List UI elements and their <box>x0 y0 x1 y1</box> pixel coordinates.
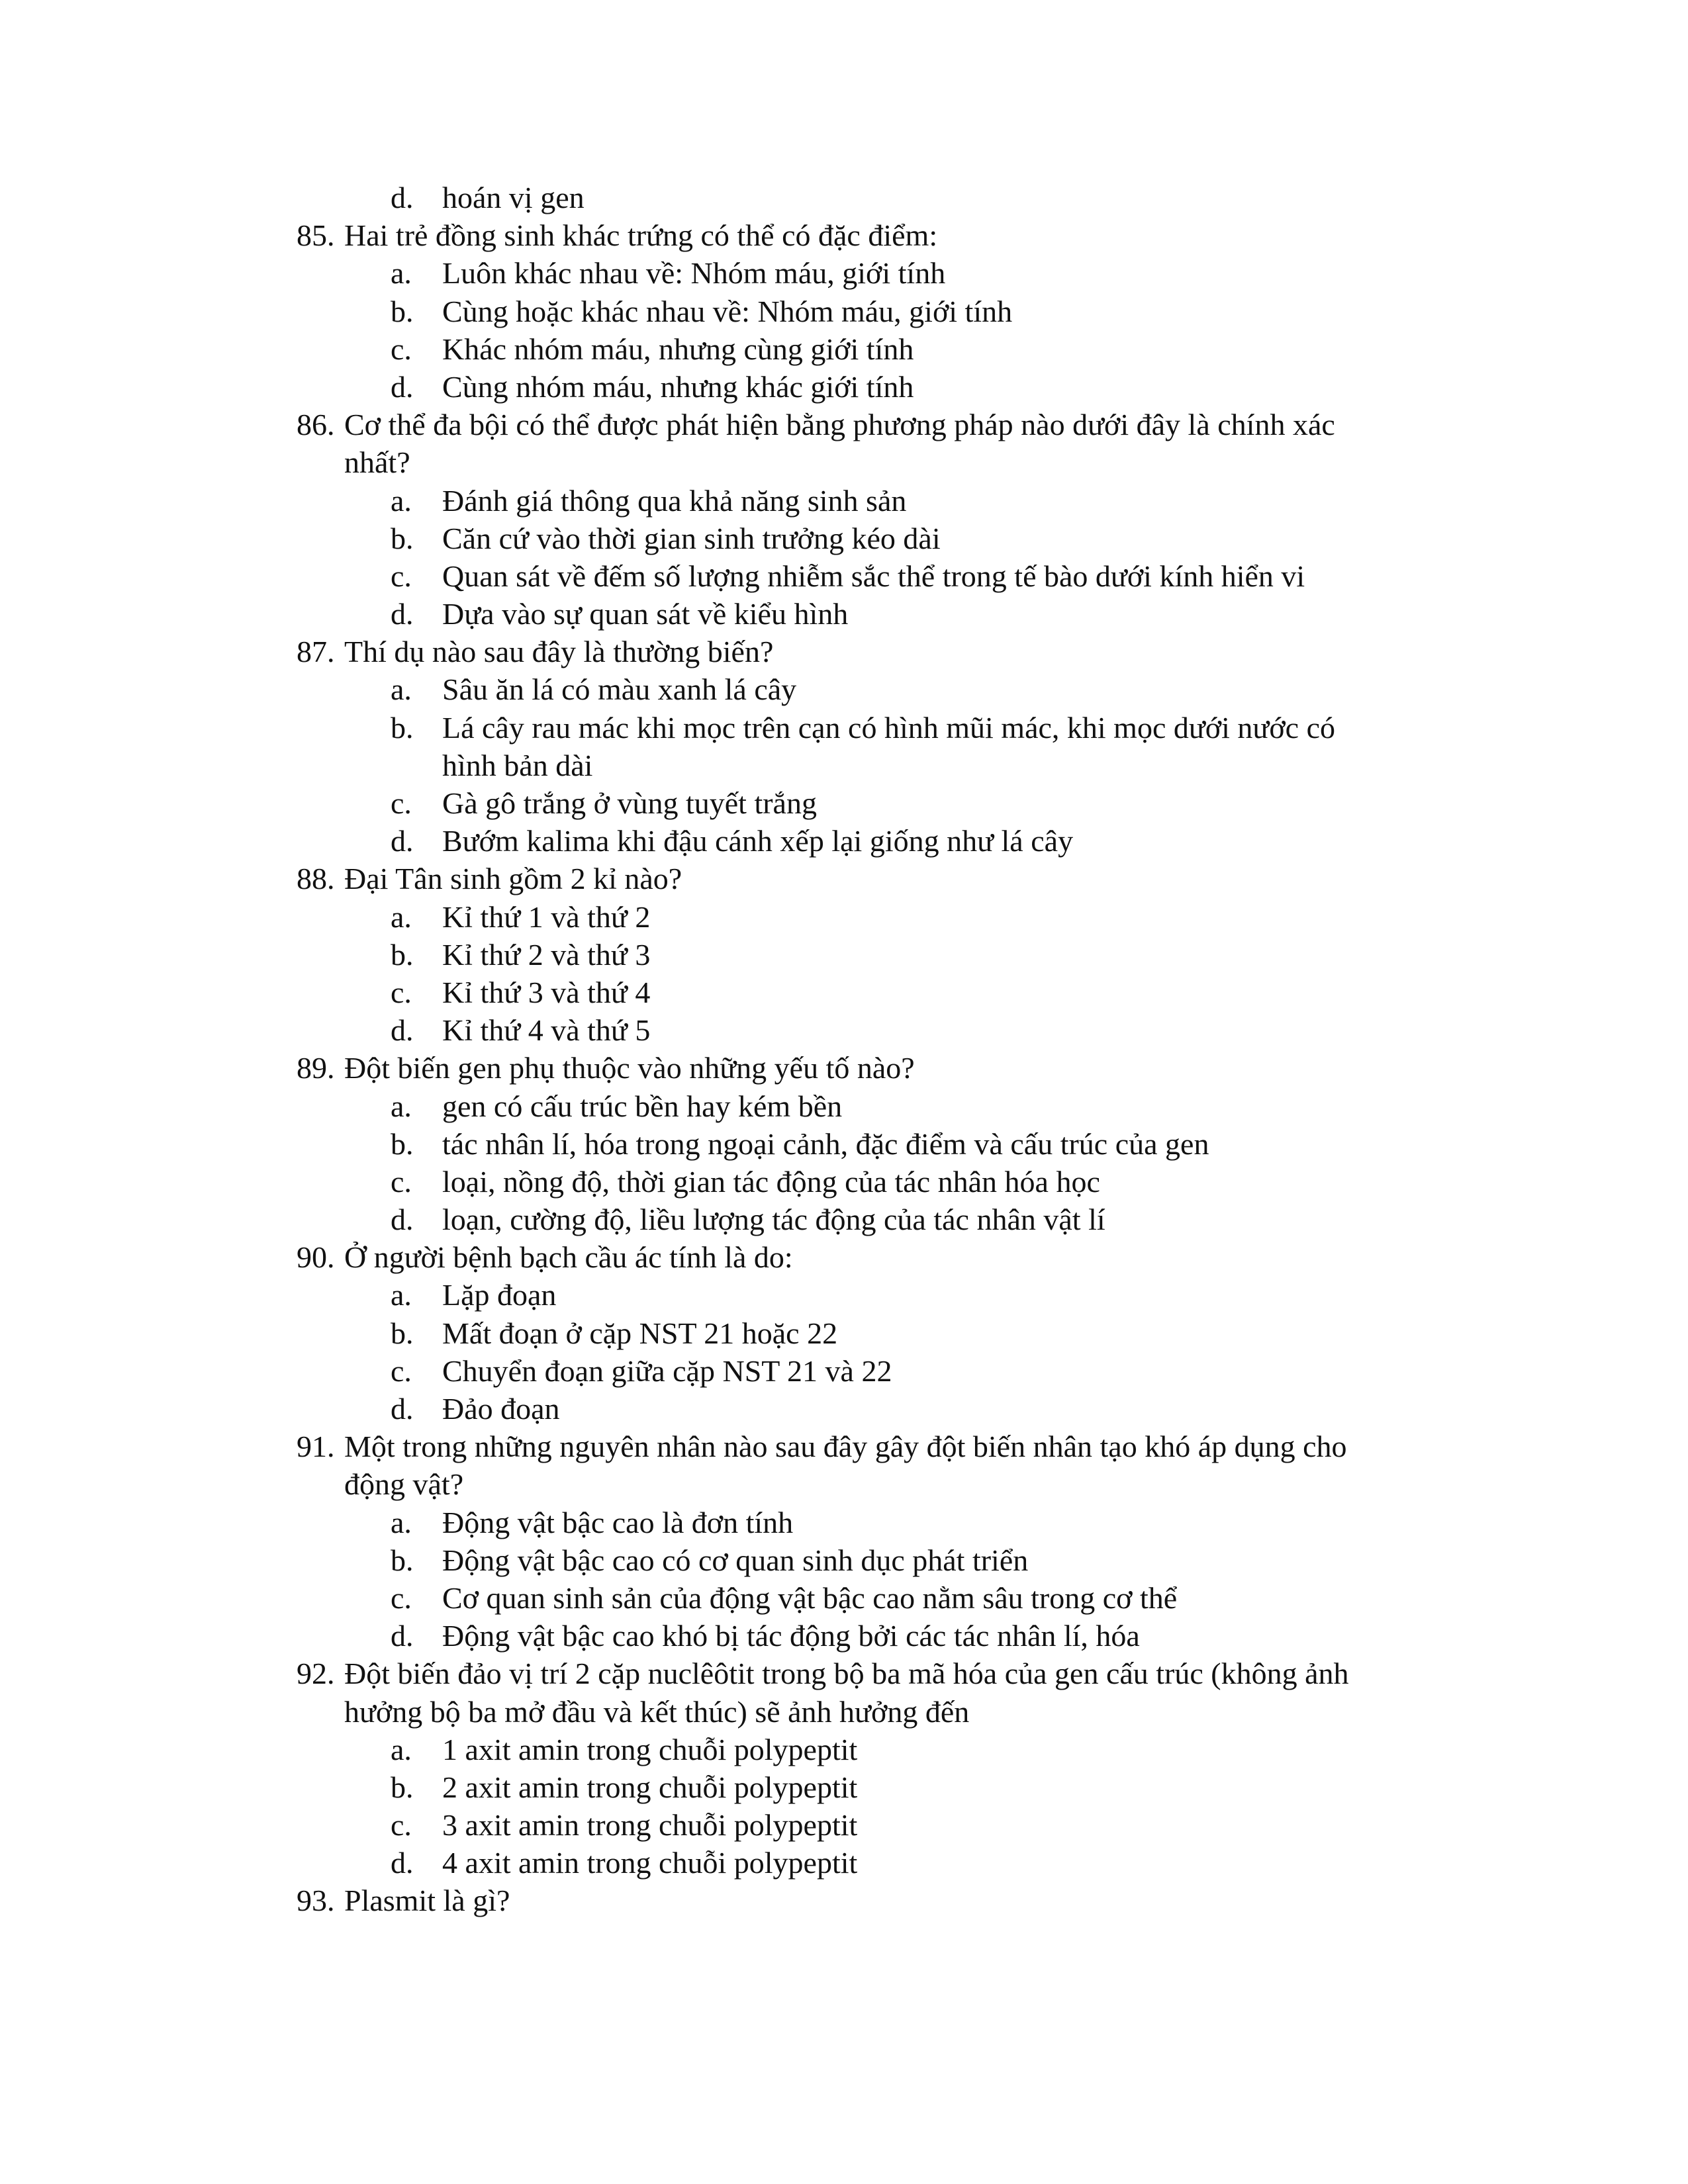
question-line <box>0 406 1688 443</box>
option-label: b. <box>391 937 414 972</box>
option-line <box>0 557 1688 595</box>
option-line <box>0 482 1688 520</box>
question-block <box>0 179 1688 216</box>
option-text: loạn, cường độ, liều lượng tác động của tác nhân vật lí <box>442 1203 1105 1237</box>
option-line <box>0 936 1688 974</box>
option-label: a. <box>391 1732 412 1766</box>
option-label: a. <box>391 483 412 518</box>
question-number: 86. <box>297 408 335 442</box>
question-text: nhất? <box>344 445 410 480</box>
question-line <box>0 1882 1688 1919</box>
option-label: c. <box>391 975 412 1009</box>
option-label: d. <box>391 1203 414 1237</box>
option-text: Khác nhóm máu, nhưng cùng giới tính <box>442 332 914 366</box>
question-text: Hai trẻ đồng sinh khác trứng có thể có đặc điểm: <box>344 218 938 253</box>
option-line <box>0 1390 1688 1428</box>
option-line <box>0 293 1688 330</box>
question-line <box>0 860 1688 897</box>
option-line <box>0 330 1688 368</box>
option-line <box>0 1201 1688 1238</box>
question-text: Đại Tân sinh gồm 2 kỉ nào? <box>344 862 682 896</box>
question-text: Ở người bệnh bạch cầu ác tính là do: <box>344 1240 793 1275</box>
question-text: Đột biến gen phụ thuộc vào những yếu tố nào? <box>344 1051 915 1085</box>
option-text: Động vật bậc cao có cơ quan sinh dục phát triển <box>442 1543 1029 1577</box>
option-text: 4 axit amin trong chuỗi polypeptit <box>442 1846 858 1880</box>
option-label: b. <box>391 521 414 555</box>
option-label: d. <box>391 181 414 214</box>
option-label: c. <box>391 559 412 593</box>
option-label: a. <box>391 1278 412 1312</box>
option-text: Cơ quan sinh sản của động vật bậc cao nằm sâu trong cơ thể <box>442 1580 1178 1615</box>
option-label: d. <box>391 1013 414 1048</box>
option-text: loại, nồng độ, thời gian tác động của tác nhân hóa học <box>442 1164 1100 1199</box>
option-line <box>0 898 1688 936</box>
option-label: c. <box>391 1164 412 1199</box>
option-label: d. <box>391 1846 414 1880</box>
option-text: hoán vị gen <box>442 181 585 214</box>
option-label: a. <box>391 899 412 934</box>
question-text: Thí dụ nào sau đây là thường biến? <box>344 635 774 669</box>
question-block <box>0 216 1688 406</box>
question-number: 89. <box>297 1051 335 1085</box>
option-text: tác nhân lí, hóa trong ngoại cảnh, đặc điểm và cấu trúc của gen <box>442 1126 1209 1161</box>
option-text: Kỉ thứ 1 và thứ 2 <box>442 899 651 934</box>
question-text: động vật? <box>344 1467 464 1502</box>
question-block <box>0 1655 1688 1882</box>
option-label: d. <box>391 369 414 404</box>
option-line <box>0 1579 1688 1617</box>
option-line <box>0 1314 1688 1352</box>
option-label: b. <box>391 1770 414 1804</box>
question-line <box>0 1238 1688 1276</box>
option-text: Sâu ăn lá có màu xanh lá cây <box>442 672 797 707</box>
option-text: 1 axit amin trong chuỗi polypeptit <box>442 1732 858 1766</box>
option-line <box>0 1352 1688 1390</box>
question-line <box>0 1693 1688 1731</box>
option-text: gen có cấu trúc bền hay kém bền <box>442 1089 843 1123</box>
option-label: b. <box>391 1126 414 1161</box>
option-text: Kỉ thứ 4 và thứ 5 <box>442 1013 651 1048</box>
option-line <box>0 1125 1688 1163</box>
option-text: Mất đoạn ở cặp NST 21 hoặc 22 <box>442 1316 838 1350</box>
question-number: 90. <box>297 1240 335 1275</box>
question-text: Đột biến đảo vị trí 2 cặp nuclêôtit trong bộ ba mã hóa của gen cấu trúc (không ảnh <box>344 1657 1349 1691</box>
question-block <box>0 1428 1688 1655</box>
option-text: hình bản dài <box>442 748 593 782</box>
question-block <box>0 860 1688 1049</box>
question-line <box>0 1428 1688 1465</box>
question-line <box>0 1049 1688 1087</box>
option-label: b. <box>391 1543 414 1577</box>
option-label: a. <box>391 672 412 707</box>
option-text: Gà gô trắng ở vùng tuyết trắng <box>442 786 817 820</box>
question-number: 85. <box>297 218 335 253</box>
option-line <box>0 520 1688 557</box>
option-line <box>0 1163 1688 1201</box>
option-line <box>0 1087 1688 1125</box>
option-label: b. <box>391 710 414 745</box>
option-line <box>0 1504 1688 1541</box>
question-line <box>0 1655 1688 1692</box>
option-line <box>0 974 1688 1011</box>
option-label: d. <box>391 1619 414 1653</box>
question-line <box>0 216 1688 254</box>
option-text: 2 axit amin trong chuỗi polypeptit <box>442 1770 858 1804</box>
question-block <box>0 1049 1688 1238</box>
question-block <box>0 1882 1688 1919</box>
question-text: hưởng bộ ba mở đầu và kết thúc) sẽ ảnh hưởng đến <box>344 1694 970 1729</box>
option-text: Chuyển đoạn giữa cặp NST 21 và 22 <box>442 1353 892 1388</box>
question-block <box>0 406 1688 633</box>
option-line <box>0 1806 1688 1844</box>
option-text: Lặp đoạn <box>442 1278 557 1312</box>
question-block <box>0 633 1688 860</box>
option-text: Đảo đoạn <box>442 1392 560 1426</box>
option-text: Dựa vào sự quan sát về kiểu hình <box>442 597 849 631</box>
option-line <box>0 1276 1688 1314</box>
option-label: a. <box>391 1089 412 1123</box>
option-line <box>0 1617 1688 1655</box>
option-text: Bướm kalima khi đậu cánh xếp lại giống như lá cây <box>442 824 1074 858</box>
option-text: Căn cứ vào thời gian sinh trưởng kéo dài <box>442 521 941 555</box>
option-label: a. <box>391 256 412 291</box>
option-text: Động vật bậc cao là đơn tính <box>442 1505 794 1539</box>
option-label: a. <box>391 1505 412 1539</box>
question-number: 92. <box>297 1657 335 1691</box>
option-label: c. <box>391 1580 412 1615</box>
option-text: 3 axit amin trong chuỗi polypeptit <box>442 1808 858 1843</box>
option-label: b. <box>391 294 414 328</box>
option-text: Luôn khác nhau về: Nhóm máu, giới tính <box>442 256 946 291</box>
option-line <box>0 368 1688 406</box>
option-line <box>0 747 1688 784</box>
question-line <box>0 443 1688 481</box>
question-number: 91. <box>297 1430 335 1464</box>
option-label: b. <box>391 1316 414 1350</box>
option-label: d. <box>391 597 414 631</box>
option-label: c. <box>391 1808 412 1843</box>
option-label: c. <box>391 786 412 820</box>
document-page <box>0 179 1688 1920</box>
option-line <box>0 179 1688 216</box>
option-label: c. <box>391 1353 412 1388</box>
question-text: Một trong những nguyên nhân nào sau đây gây đột biến nhân tạo khó áp dụng cho <box>344 1430 1347 1464</box>
option-line <box>0 1541 1688 1579</box>
option-text: Động vật bậc cao khó bị tác động bởi các tác nhân lí, hóa <box>442 1619 1140 1653</box>
question-block <box>0 1238 1688 1428</box>
option-line <box>0 709 1688 747</box>
question-text: Plasmit là gì? <box>344 1884 510 1918</box>
option-label: d. <box>391 824 414 858</box>
option-line <box>0 1768 1688 1806</box>
option-text: Lá cây rau mác khi mọc trên cạn có hình mũi mác, khi mọc dưới nước có <box>442 710 1336 745</box>
option-line <box>0 1844 1688 1882</box>
option-line <box>0 595 1688 633</box>
option-label: c. <box>391 332 412 366</box>
question-number: 88. <box>297 862 335 896</box>
option-text: Đánh giá thông qua khả năng sinh sản <box>442 483 907 518</box>
question-number: 93. <box>297 1884 335 1918</box>
option-line <box>0 670 1688 708</box>
option-text: Kỉ thứ 2 và thứ 3 <box>442 937 651 972</box>
option-line <box>0 784 1688 822</box>
question-text: Cơ thể đa bội có thể được phát hiện bằng phương pháp nào dưới đây là chính xác <box>344 408 1335 442</box>
option-line <box>0 1011 1688 1049</box>
option-text: Cùng nhóm máu, nhưng khác giới tính <box>442 369 914 404</box>
option-text: Quan sát về đếm số lượng nhiễm sắc thể trong tế bào dưới kính hiển vi <box>442 559 1305 593</box>
option-line <box>0 1731 1688 1768</box>
option-text: Kỉ thứ 3 và thứ 4 <box>442 975 651 1009</box>
option-text: Cùng hoặc khác nhau về: Nhóm máu, giới tính <box>442 294 1013 328</box>
option-label: d. <box>391 1392 414 1426</box>
question-number: 87. <box>297 635 335 669</box>
question-line <box>0 1465 1688 1503</box>
option-line <box>0 254 1688 292</box>
option-line <box>0 822 1688 860</box>
question-line <box>0 633 1688 670</box>
